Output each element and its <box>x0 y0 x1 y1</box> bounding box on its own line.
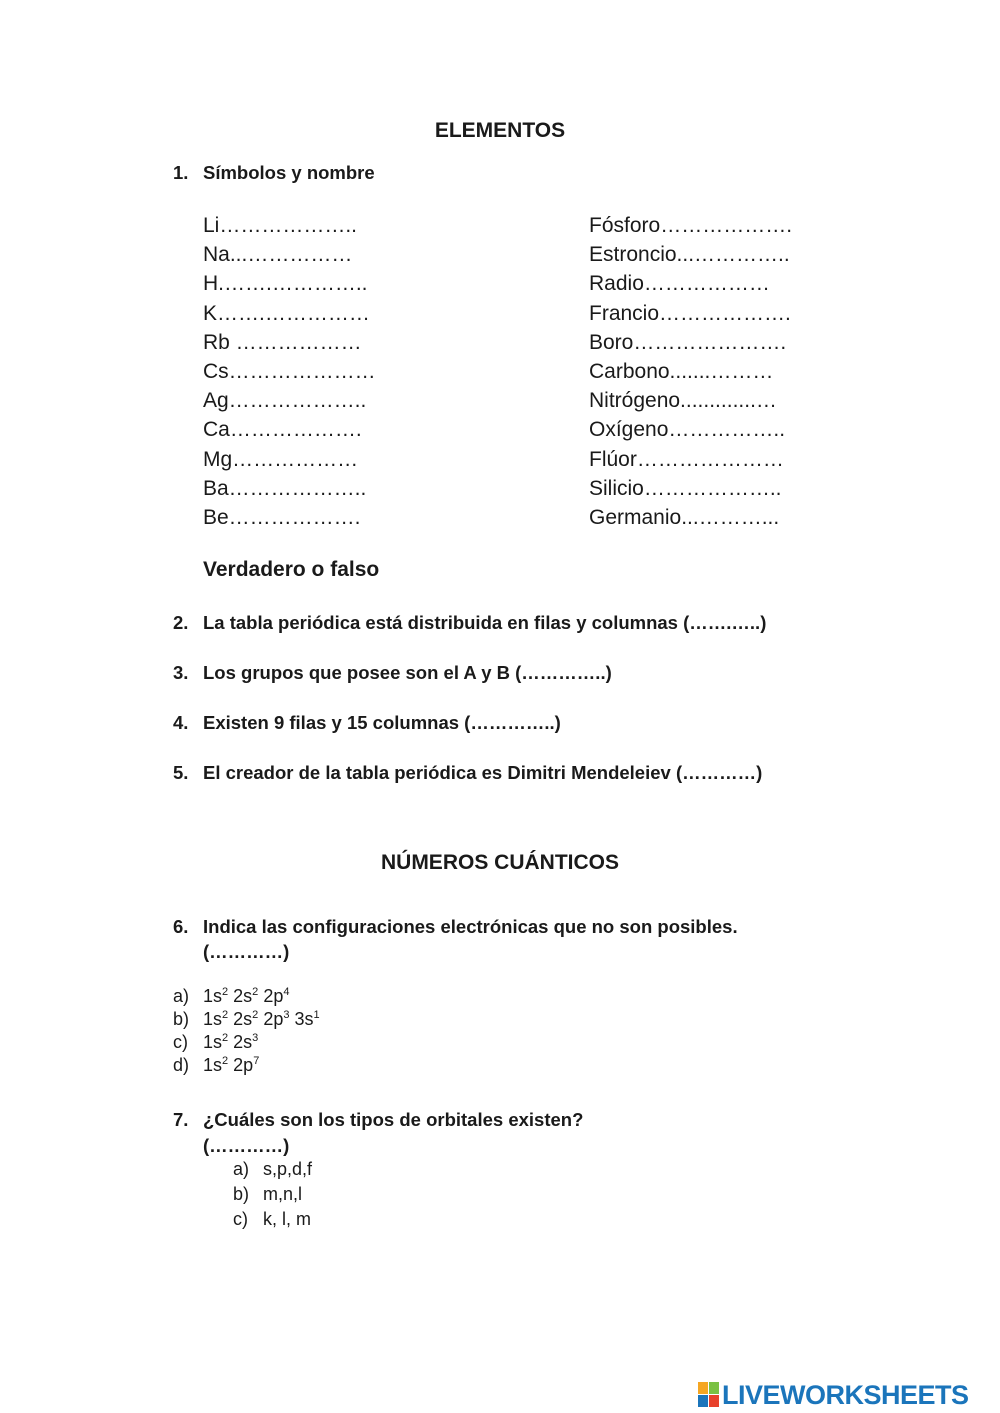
option-item[interactable] <box>233 1182 312 1207</box>
element-name-item[interactable]: Flúor………………… <box>589 447 784 471</box>
orbital-term: 1s <box>203 1032 223 1052</box>
element-name-item[interactable]: Germanio...………... <box>589 506 780 530</box>
question-number: 3. <box>173 662 189 683</box>
question-text: Símbolos y nombre <box>203 162 375 183</box>
option-letter: a) <box>233 1159 250 1179</box>
question-text: Los grupos que posee son el A y B (…………..) <box>203 662 612 683</box>
page-title: ELEMENTOS <box>434 119 566 142</box>
orbital-term: 2p <box>263 1009 284 1029</box>
question-text: La tabla periódica está distribuida en filas y columnas (…….…..) <box>203 612 767 633</box>
symbols-column <box>203 211 376 532</box>
option-item[interactable] <box>173 1054 320 1077</box>
logo-icon <box>698 1382 720 1408</box>
option-letter: c) <box>233 1209 248 1229</box>
element-symbol-item[interactable]: Rb ……………… <box>203 330 362 354</box>
element-name-item[interactable]: Oxígeno…………….. <box>589 418 786 442</box>
option-text: k, l, m <box>263 1209 311 1229</box>
element-symbol-item[interactable]: Ag……………….. <box>203 389 367 413</box>
section-title-quantum: NÚMEROS CUÁNTICOS <box>380 851 619 874</box>
question-number: 2. <box>173 612 189 633</box>
electron-count: 2 <box>222 1009 229 1021</box>
element-symbol-item[interactable]: Ba……………….. <box>203 476 367 500</box>
orbital-term: 2s <box>233 986 253 1006</box>
true-false-question[interactable] <box>173 762 762 784</box>
element-symbol-item[interactable]: Li……………….. <box>203 214 358 237</box>
electron-count: 2 <box>222 1055 229 1067</box>
orbital-term: 1s <box>203 1055 223 1075</box>
orbital-term: 2s <box>233 1009 253 1029</box>
element-symbol-item[interactable]: K…….…………… <box>203 301 370 325</box>
electron-count: 1 <box>313 1009 320 1021</box>
electron-count: 4 <box>283 986 290 998</box>
element-name-item[interactable]: Radio……………… <box>589 272 770 296</box>
question-text: ¿Cuáles son los tipos de orbitales existen? <box>203 1109 584 1130</box>
option-text: s,p,d,f <box>263 1159 313 1179</box>
electron-count: 3 <box>283 1009 290 1021</box>
electron-count: 2 <box>222 986 229 998</box>
orbital-term: 1s <box>203 1009 223 1029</box>
electron-count: 2 <box>222 1032 229 1044</box>
electron-count: 2 <box>252 1009 259 1021</box>
question-text: Existen 9 filas y 15 columnas (…………..) <box>203 712 561 733</box>
question-number: 4. <box>173 712 189 733</box>
element-symbol-item[interactable]: Na...…………… <box>203 243 353 267</box>
true-false-question[interactable] <box>173 662 612 684</box>
question-number: 7. <box>173 1109 189 1130</box>
element-symbol-item[interactable]: Be………………. <box>203 506 361 530</box>
element-name-item[interactable]: Nitrógeno.............… <box>589 389 777 413</box>
element-name-item[interactable]: Francio………………. <box>589 301 791 325</box>
question-text: El creador de la tabla periódica es Dimitri Mendeleiev (…………) <box>203 762 763 783</box>
element-name-item[interactable]: Estroncio...………….. <box>589 243 790 267</box>
option-letter: a) <box>173 986 190 1006</box>
option-item[interactable] <box>173 1031 320 1054</box>
question-6 <box>173 916 738 938</box>
option-letter: c) <box>173 1032 188 1052</box>
true-false-question[interactable] <box>173 712 561 734</box>
question-number: 1. <box>173 162 189 183</box>
names-column <box>589 211 792 532</box>
element-symbol-item[interactable]: Mg……………… <box>203 447 359 471</box>
orbital-term: 3s <box>294 1009 314 1029</box>
electron-count: 3 <box>252 1032 259 1044</box>
option-letter: b) <box>233 1184 250 1204</box>
question-6-options <box>173 985 320 1077</box>
question-7-options <box>233 1157 312 1232</box>
electron-count: 7 <box>253 1055 260 1067</box>
logo-text: LIVEWORKSHEETS <box>722 1379 969 1410</box>
question-1 <box>173 162 375 184</box>
orbital-term: 1s <box>203 986 223 1006</box>
option-item[interactable] <box>173 1008 320 1031</box>
liveworksheets-logo <box>698 1378 969 1412</box>
option-item[interactable] <box>233 1207 312 1232</box>
answer-blank-6[interactable]: (…………) <box>203 941 290 962</box>
true-false-heading: Verdadero o falso <box>203 558 380 581</box>
question-number: 5. <box>173 762 189 783</box>
question-7 <box>173 1109 583 1131</box>
answer-blank-7[interactable]: (…………) <box>203 1135 290 1156</box>
true-false-question[interactable] <box>173 612 766 634</box>
orbital-term: 2s <box>233 1032 253 1052</box>
option-text: m,n,l <box>263 1184 303 1204</box>
option-item[interactable] <box>233 1157 312 1182</box>
element-name-item[interactable]: Fósforo………………. <box>589 214 793 237</box>
question-text: Indica las configuraciones electrónicas que no son posibles. <box>203 916 738 937</box>
element-name-item[interactable]: Silicio……………….. <box>589 476 782 500</box>
element-symbol-item[interactable]: Cs………………… <box>203 360 376 384</box>
element-symbol-item[interactable]: Ca………………. <box>203 418 362 442</box>
option-item[interactable] <box>173 985 320 1008</box>
option-letter: b) <box>173 1009 190 1029</box>
orbital-term: 2p <box>233 1055 254 1075</box>
element-name-item[interactable]: Carbono.......……… <box>589 360 774 384</box>
electron-count: 2 <box>252 986 259 998</box>
orbital-term: 2p <box>263 986 284 1006</box>
element-name-item[interactable]: Boro…………………. <box>589 330 787 354</box>
element-symbol-item[interactable]: H.…….………….. <box>203 272 368 296</box>
option-letter: d) <box>173 1055 190 1075</box>
question-number: 6. <box>173 916 189 937</box>
